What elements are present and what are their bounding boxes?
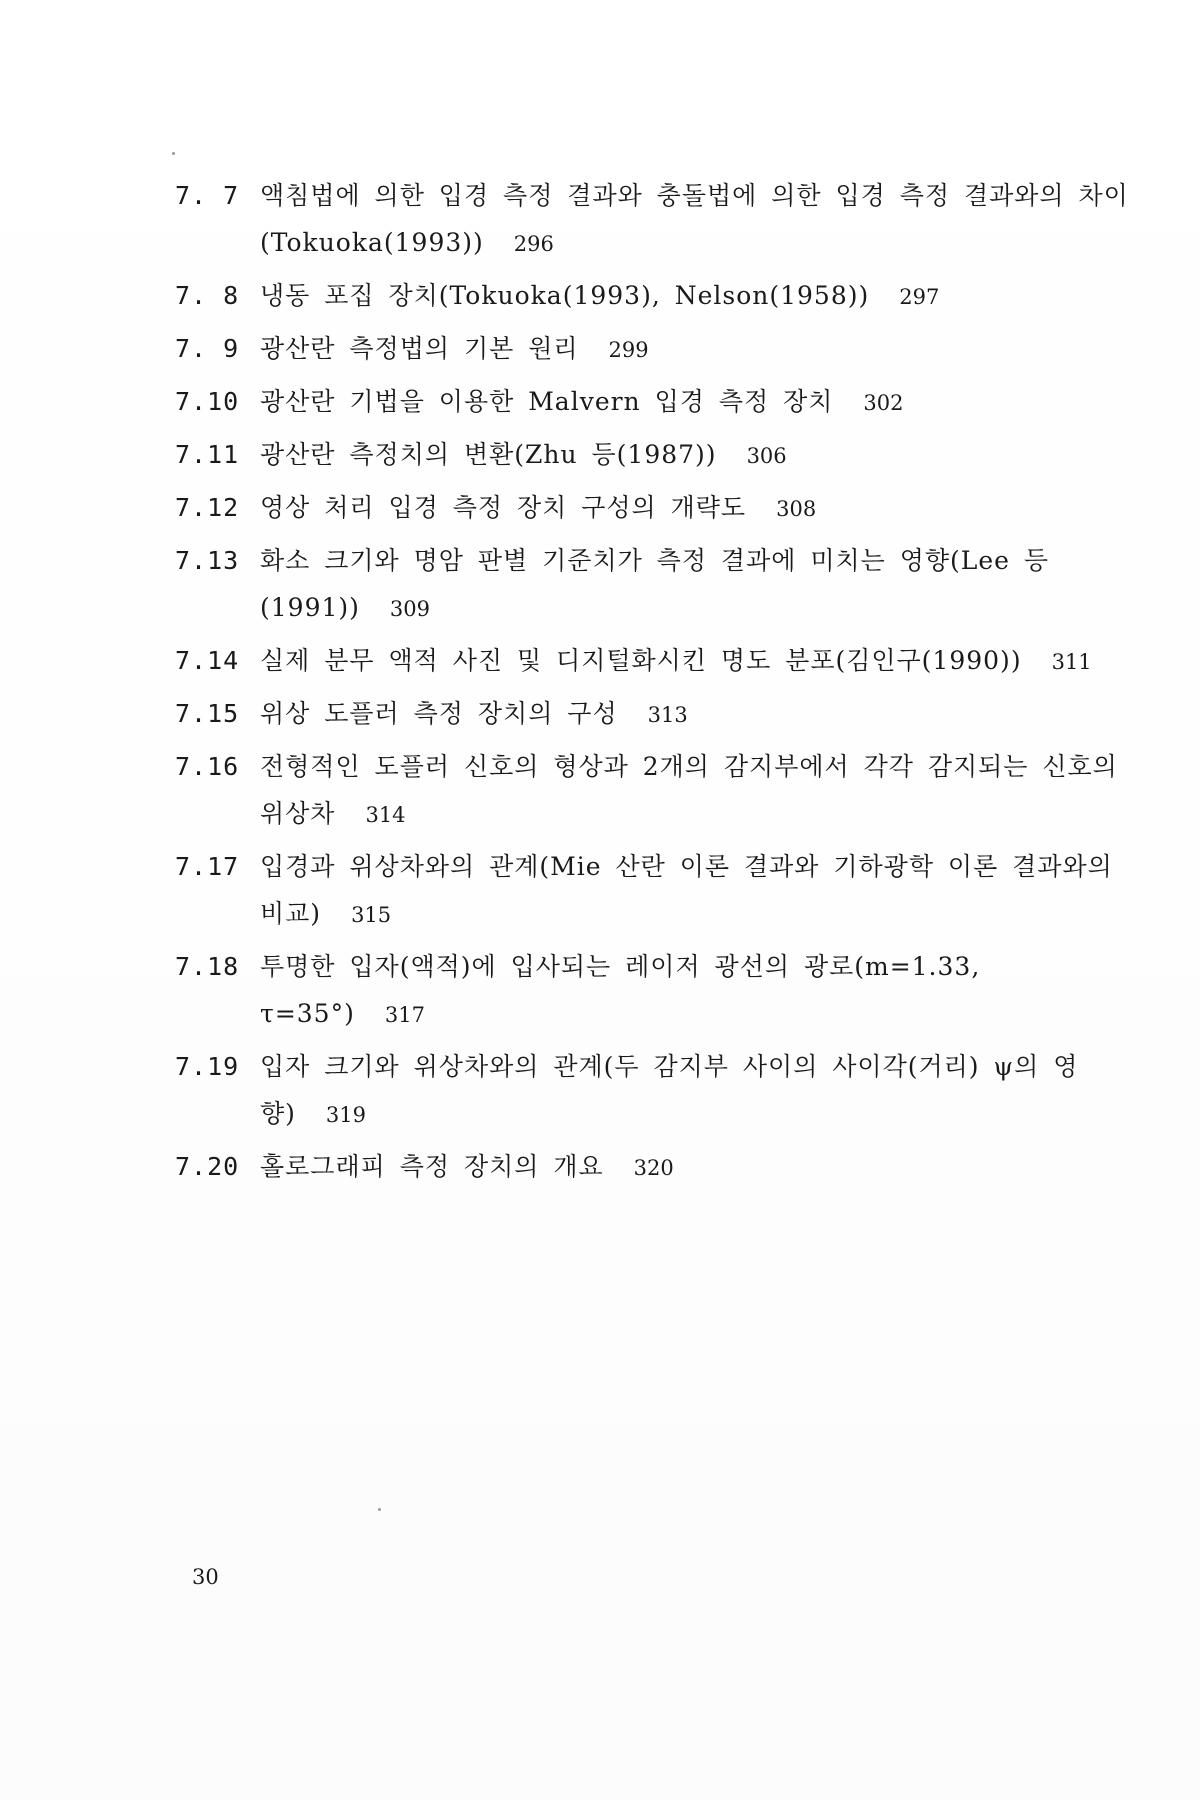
figure-entry-text	[260, 943, 1135, 1039]
figure-page-number: 320	[633, 1156, 674, 1180]
list-item	[175, 272, 1135, 321]
list-item	[175, 484, 1135, 533]
list-item	[175, 1143, 1135, 1192]
list-item	[175, 325, 1135, 374]
figure-title: 광산란 측정법의 기본 원리	[260, 334, 579, 363]
figure-title: 영상 처리 입경 측정 장치 구성의 개략도	[260, 493, 747, 522]
figure-number: 7. 7	[175, 181, 240, 210]
figure-title: 입자 크기와 위상차와의 관계(두 감지부 사이의 사이각(거리) ψ의 영향)	[260, 1052, 1079, 1128]
figure-entry-text	[260, 431, 1135, 480]
figure-number: 7.12	[175, 493, 240, 522]
figure-title: 냉동 포집 장치(Tokuoka(1993), Nelson(1958))	[260, 281, 870, 310]
figure-title: 위상 도플러 측정 장치의 구성	[260, 699, 618, 728]
figure-number: 7.19	[175, 1052, 240, 1081]
figure-title: 투명한 입자(액적)에 입사되는 레이저 광선의 광로(m=1.33, τ=35°)	[260, 952, 981, 1028]
figure-entry-text	[260, 1143, 1135, 1192]
figure-title: 실제 분무 액적 사진 및 디지털화시킨 명도 분포(김인구(1990))	[260, 646, 1022, 675]
figure-number: 7. 8	[175, 281, 240, 310]
figure-page-number: 319	[325, 1103, 366, 1127]
figure-list	[175, 172, 1135, 1196]
figure-number: 7.15	[175, 699, 240, 728]
list-item	[175, 637, 1135, 686]
list-item	[175, 690, 1135, 739]
list-item	[175, 537, 1135, 633]
figure-entry-text	[260, 743, 1135, 839]
figure-page-number: 317	[384, 1003, 425, 1027]
figure-title: 광산란 측정치의 변환(Zhu 등(1987))	[260, 440, 717, 469]
figure-title: 화소 크기와 명암 판별 기준치가 측정 결과에 미치는 영향(Lee 등(1991))	[260, 546, 1050, 622]
figure-number: 7.14	[175, 646, 240, 675]
list-item	[175, 843, 1135, 939]
figure-entry-text	[260, 690, 1135, 739]
figure-title: 홀로그래피 측정 장치의 개요	[260, 1152, 604, 1181]
list-item	[175, 378, 1135, 427]
figure-page-number: 296	[513, 232, 554, 256]
figure-entry-text	[260, 378, 1135, 427]
figure-entry-text	[260, 1043, 1135, 1139]
scan-speck	[172, 152, 175, 155]
figure-page-number: 309	[389, 597, 430, 621]
figure-number: 7.17	[175, 852, 240, 881]
list-item	[175, 431, 1135, 480]
figure-title: 액침법에 의한 입경 측정 결과와 충돌법에 의한 입경 측정 결과와의 차이(Tokuoka(1993))	[260, 181, 1129, 257]
figure-entry-text	[260, 172, 1135, 268]
figure-page-number: 306	[746, 444, 787, 468]
figure-number: 7.11	[175, 440, 240, 469]
figure-page-number: 313	[647, 703, 688, 727]
list-item	[175, 943, 1135, 1039]
figure-number: 7.10	[175, 387, 240, 416]
figure-entry-text	[260, 484, 1135, 533]
figure-title: 광산란 기법을 이용한 Malvern 입경 측정 장치	[260, 387, 834, 416]
figure-entry-text	[260, 637, 1135, 686]
scan-speck	[378, 1508, 381, 1511]
figure-number: 7.16	[175, 752, 240, 781]
list-item	[175, 743, 1135, 839]
figure-page-number: 297	[899, 285, 940, 309]
list-item	[175, 172, 1135, 268]
figure-entry-text	[260, 272, 1135, 321]
figure-number: 7.18	[175, 952, 240, 981]
figure-title: 입경과 위상차와의 관계(Mie 산란 이론 결과와 기하광학 이론 결과와의 비교)	[260, 852, 1113, 928]
figure-page-number: 302	[863, 391, 904, 415]
figure-page-number: 299	[608, 338, 649, 362]
figure-page-number: 311	[1051, 650, 1092, 674]
figure-number: 7. 9	[175, 334, 240, 363]
page-number: 30	[192, 1565, 219, 1589]
figure-entry-text	[260, 843, 1135, 939]
figure-number: 7.13	[175, 546, 240, 575]
figure-title: 전형적인 도플러 신호의 형상과 2개의 감지부에서 각각 감지되는 신호의 위상차	[260, 752, 1118, 828]
figure-page-number: 308	[776, 497, 817, 521]
figure-entry-text	[260, 537, 1135, 633]
figure-entry-text	[260, 325, 1135, 374]
figure-page-number: 314	[365, 803, 406, 827]
list-item	[175, 1043, 1135, 1139]
figure-number: 7.20	[175, 1152, 240, 1181]
figure-page-number: 315	[351, 903, 392, 927]
